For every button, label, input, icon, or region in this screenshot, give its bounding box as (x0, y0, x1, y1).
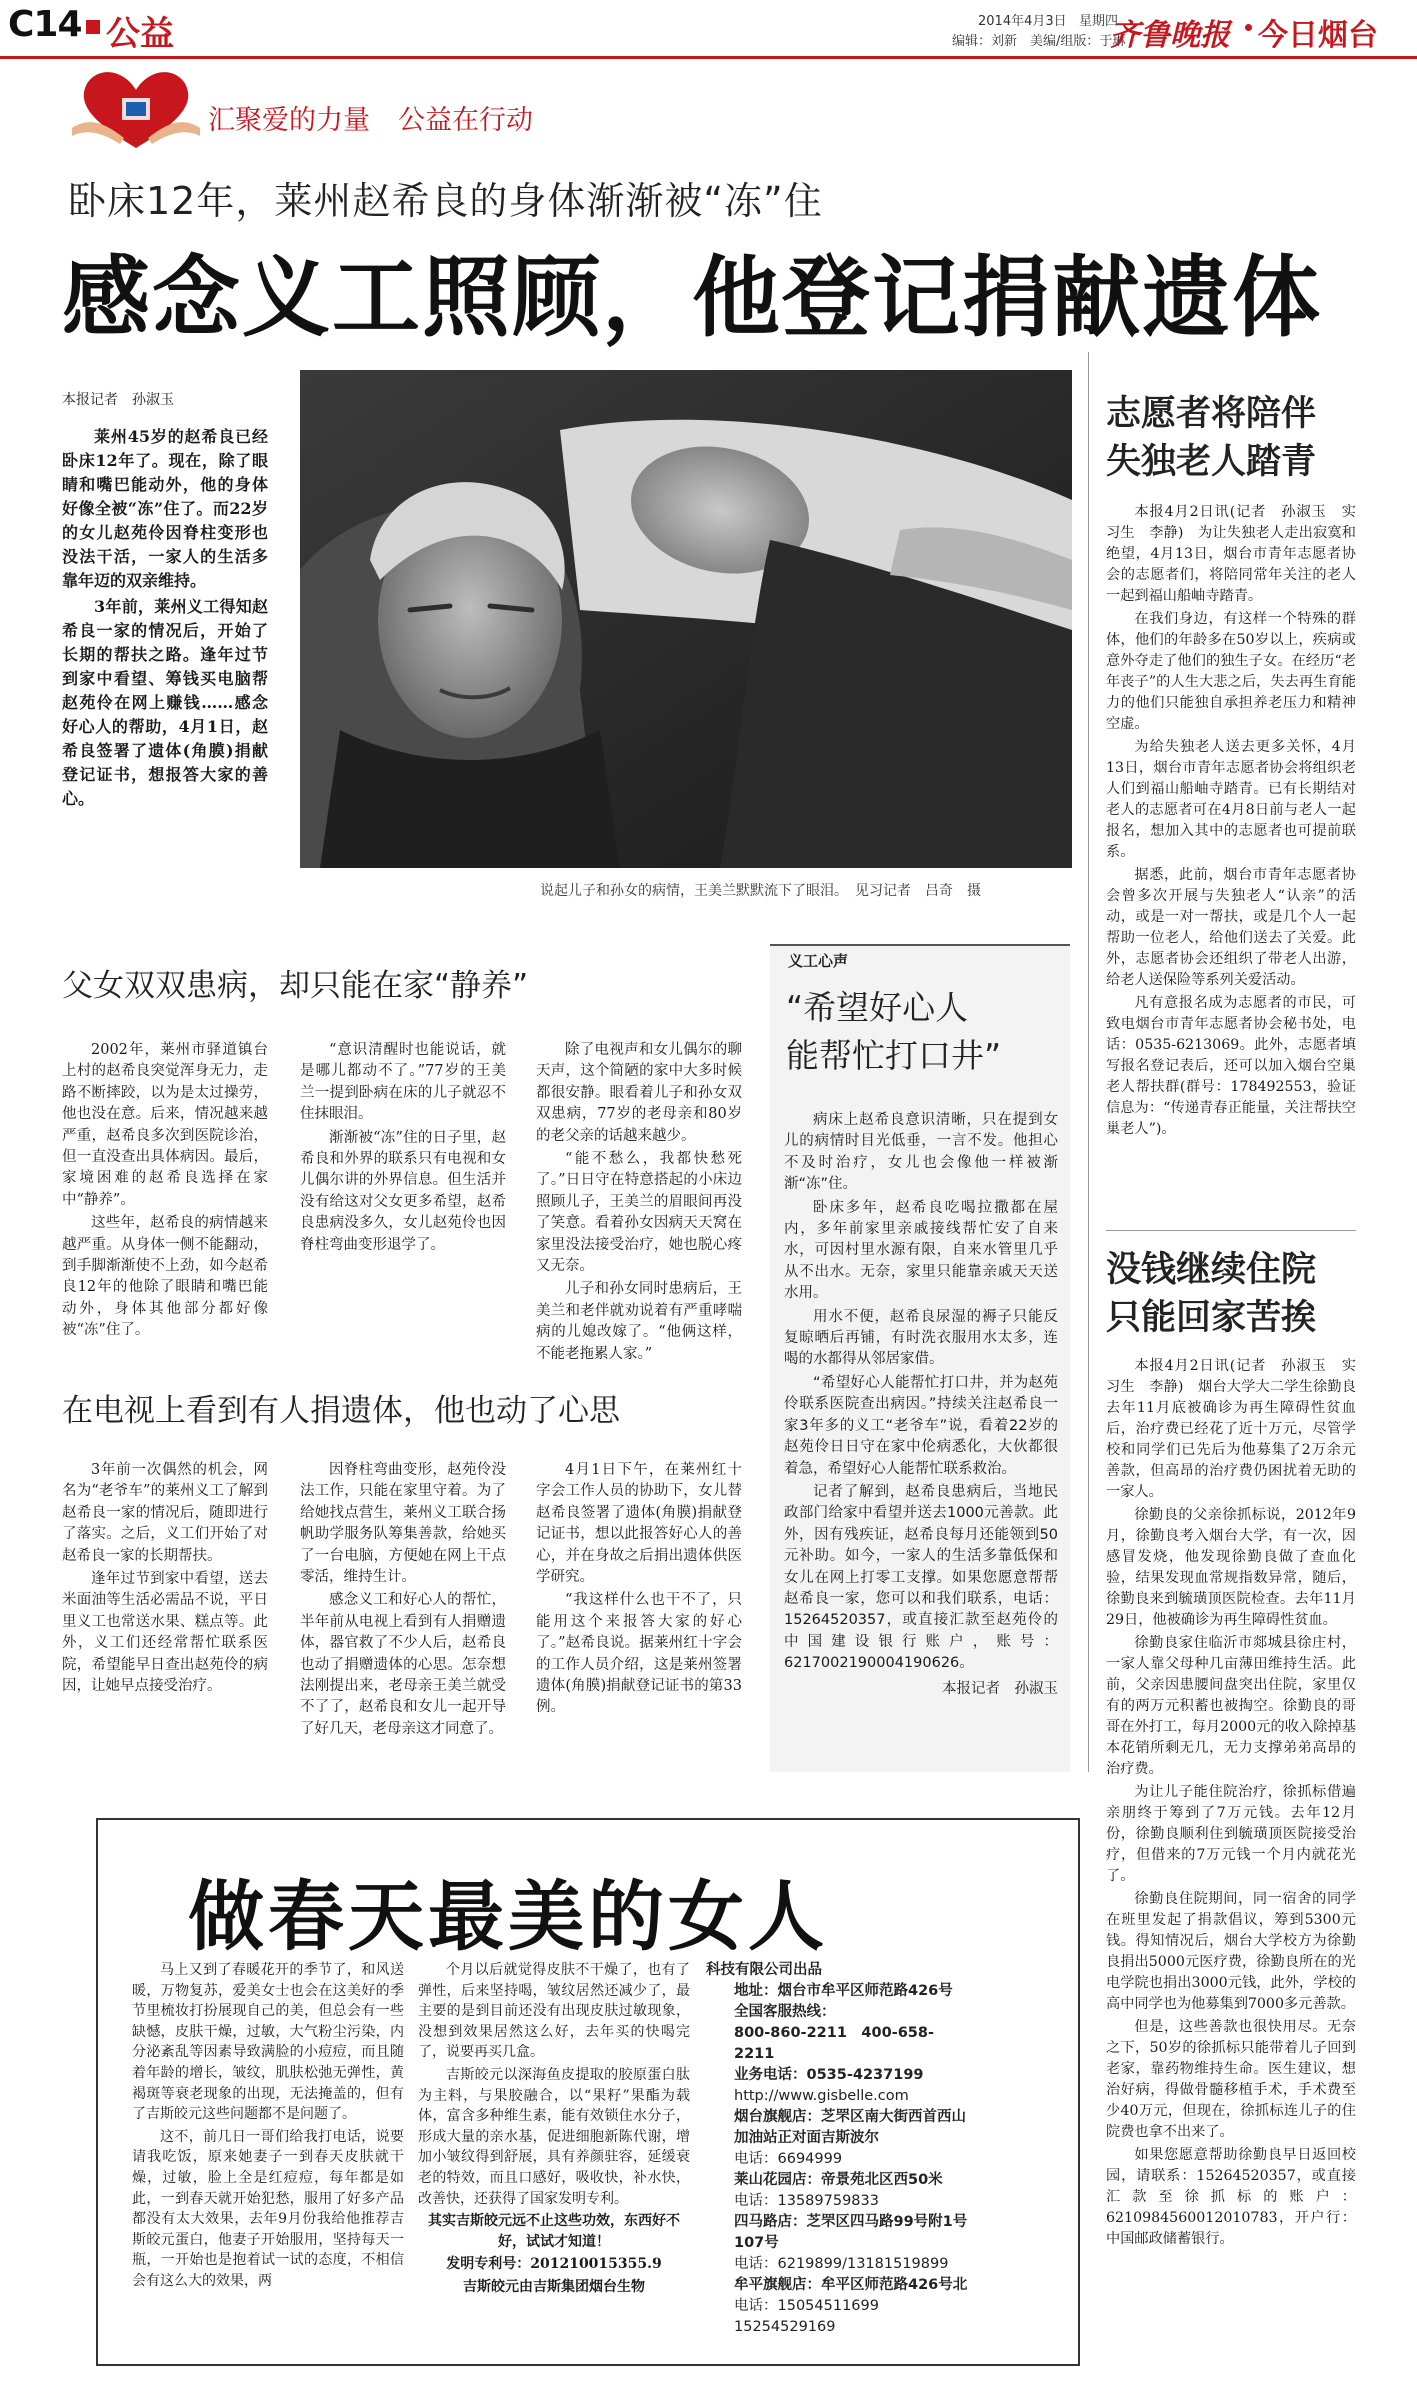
right-bottom-title-2: 只能回家苦挨 (1106, 1298, 1317, 1338)
sidebar-tag-rule (770, 944, 1070, 946)
section-marker (86, 20, 100, 34)
main-headline: 感念义工照顾，他登记捐献遗体 (62, 246, 1323, 349)
heart-hands-icon (66, 64, 206, 152)
sidebar-column (784, 1110, 1058, 1702)
right-top-paragraph: 据悉，此前，烟台市青年志愿者协会曾多次开展与失独老人“认亲”的活动，或是一对一帮扶，或是几个人一起帮助一位老人，给他们送去了关爱。此外，志愿者协会还组织了带老人出游，给老人送保险等系列关爱活动。 (1106, 867, 1356, 988)
sub2-column-c (536, 1460, 742, 1721)
photo-image (300, 370, 1072, 868)
edition-name: 今日烟台 (1258, 18, 1378, 53)
sub2-column-b (300, 1460, 506, 1742)
ad-hotline-label: 全国客服热线： (734, 2004, 836, 2020)
header-rule (0, 56, 1417, 59)
ad-website: http://www.gisbelle.com (734, 2088, 909, 2104)
sub1-column-c (536, 1040, 742, 1367)
ad-store-phone: 电话：15054511699 15254529169 (734, 2298, 894, 2335)
body-paragraph: 逢年过节到家中看望，送去米面油等生活必需品不说，平日里义工也常送水果、糕点等。此外，义工们还经常帮忙联系医院，希望能早日查出赵苑伶的病因，让她早点接受治疗。 (62, 1571, 268, 1695)
ad-maker: 科技有限公司出品 (706, 1962, 822, 1978)
ad-business-phone: 业务电话：0535-4237199 (734, 2067, 924, 2083)
lead-column (62, 390, 268, 813)
ad-paragraph: 其实吉斯皎元远不止这些功效，东西好不好，试试才知道！ (428, 2213, 680, 2250)
ad-column-3 (706, 1960, 968, 2338)
page-header (0, 0, 1417, 150)
page-number: C14 (8, 4, 82, 45)
section-name: 公益 (106, 14, 174, 54)
body-paragraph: 这些年，赵希良的病情越来越严重。从身体一侧不能翻动，到手脚渐渐使不上劲，如今赵希良12年的他除了眼睛和嘴巴能动外，身体其他部分都好像被“冻”住了。 (62, 1215, 268, 1339)
main-kicker: 卧床12年，莱州赵希良的身体渐渐被“冻”住 (68, 179, 823, 223)
paper-dot (1245, 24, 1252, 31)
subhead-2: 在电视上看到有人捐遗体，他也动了心思 (62, 1393, 620, 1429)
photo-caption: 说起儿子和孙女的病情，王美兰默默流下了眼泪。 见习记者 吕奇 摄 (540, 883, 981, 899)
weekday-text: 星期四 (1079, 14, 1119, 29)
ad-store-yantai: 烟台旗舰店：芝罘区南大街西首西山加油站正对面吉斯波尔 (734, 2109, 966, 2146)
right-bottom-column (1106, 1356, 1356, 2252)
ad-store-simalu: 四马路店：芝罘区四马路99号附1号107号 (734, 2214, 968, 2251)
sidebar-paragraph: 卧床多年，赵希良吃喝拉撒都在屋内，多年前家里亲戚接线帮忙安了自来水，可因村里水源有限，自来水管里几乎从不出水。无奈，家里只能靠亲戚天天送水用。 (784, 1199, 1058, 1302)
right-top-title-2: 失独老人踏青 (1106, 442, 1317, 482)
ad-paragraph: 马上又到了春暖花开的季节了，和风送暖，万物复苏，爱美女士也会在这美好的季节里梳妆打扮展现自己的美，但总会有一些缺憾，皮肤干燥，过敏，大气粉尘污染，内分泌紊乱等因素导致满脸的小痘痘，而且随着年龄的增长，皱纹，肌肤松弛无弹性，黄褐斑等衰老现象的出现，无法掩盖的，但有了吉斯皎元这些问题都不是问题了。 (132, 1962, 404, 2123)
sub2-column-a (62, 1460, 268, 1699)
sidebar-tag: 义工心声 (788, 952, 849, 970)
ad-address: 地址：烟台市牟平区师范路426号 (734, 1983, 953, 1999)
right-top-paragraph: 凡有意报名成为志愿者的市民，可致电烟台市青年志愿者协会秘书处，电话：0535-6213069。此外，志愿者填写报名登记表后，还可以加入烟台空巢老人帮扶群(群号：178492553，验证信息为：“传递青春正能量，关注帮扶空巢老人”)。 (1106, 995, 1356, 1137)
ad-paragraph: 个月以后就觉得皮肤不干燥了，也有了弹性，后来坚持喝，皱纹居然还减少了，最主要的是到目前还没有出现皮肤过敏现象，没想到效果居然这么好，去年买的快喝完了，说要再买几盒。 (418, 1962, 690, 2061)
right-story-rule (1106, 1230, 1356, 1231)
body-paragraph: 4月1日下午，在莱州红十字会工作人员的协助下，女儿替赵希良签署了遗体(角膜)捐献登记证书，想以此报答好心人的善心，并在身故之后捐出遗体供医学研究。 (536, 1462, 742, 1586)
body-paragraph: 儿子和孙女同时患病后，王美兰和老伴就劝说着有严重哮喘病的儿媳改嫁了。“他俩这样，不能老拖累人家。” (536, 1281, 742, 1362)
right-top-column (1106, 502, 1356, 1142)
ad-title: 做春天最美的女人 (188, 1872, 828, 1961)
ad-store-laishan: 莱山花园店：帝景苑北区西50米 (734, 2172, 943, 2188)
paper-name: 齐鲁晚报 (1110, 18, 1230, 53)
right-bottom-paragraph: 徐勤良家住临沂市郯城县徐庄村，一家人靠父母种几亩薄田维持生活。此前，父亲因患腰间盘突出住院，家里仅有的两万元积蓄也被掏空。徐勤良的哥哥在外打工，每月2000元的收入除掉基本花销所剩无几，无力支撑弟弟高昂的治疗费。 (1106, 1635, 1356, 1777)
right-bottom-title-1: 没钱继续住院 (1106, 1250, 1317, 1290)
editor-credits: 编辑：刘新 美编/组版：于琳 (952, 34, 1126, 49)
ad-column-2 (418, 1960, 690, 2300)
slogan-left: 汇聚爱的力量 (208, 105, 370, 136)
ad-paragraph: 这不，前几日一哥们给我打电话，说要请我吃饭，原来她妻子一到春天皮肤就干燥，过敏，脸上全是红痘痘，每年都是如此，一到春天就开始犯愁，服用了好多产品都没有太大效果，去年9月份我给他推荐吉斯皎元蛋白，他妻子开始服用，坚持每天一瓶，一开始也是抱着试一试的态度，不相信会有这么大的效果，两 (132, 2128, 404, 2289)
right-top-title-1: 志愿者将陪伴 (1106, 394, 1317, 434)
sidebar-title-line2: 能帮忙打口井” (786, 1036, 1002, 1075)
ad-hotline-numbers: 800-860-2211 400-658-2211 (734, 2025, 934, 2062)
sidebar-paragraph: 病床上赵希良意识清晰，只在提到女儿的病情时目光低垂，一言不发。他担心不及时治疗，女儿也会像他一样被渐渐“冻”住。 (784, 1112, 1058, 1193)
right-bottom-paragraph: 为让儿子能住院治疗，徐抓标借遍亲朋终于筹到了7万元钱。去年12月份，徐勤良顺利住到毓璜顶医院接受治疗，但借来的7万元钱一个月内就花光了。 (1106, 1784, 1356, 1884)
sidebar-title-line1: “希望好心人 (786, 988, 969, 1027)
body-paragraph: “意识清醒时也能说话，就是哪儿都动不了。”77岁的王美兰一提到卧病在床的儿子就忍不住抹眼泪。 (300, 1042, 506, 1123)
main-byline: 本报记者 孙淑玉 (62, 392, 174, 408)
ad-store-phone: 电话：13589759833 (734, 2193, 879, 2209)
body-paragraph: 2002年，莱州市驿道镇台上村的赵希良突觉浑身无力，走路不断摔跤，以为是太过操劳，他也没在意。后来，情况越来越严重，赵希良多次到医院诊治，但一直没查出具体病因。最后，家境困难的赵希良选择在家中“静养”。 (62, 1042, 268, 1208)
lead-paragraph: 3年前，莱州义工得知赵希良一家的情况后，开始了长期的帮扶之路。逢年过节到家中看望、筹钱买电脑帮赵苑伶在网上赚钱……感念好心人的帮助，4月1日，赵希良签署了遗体(角膜)捐献登记证书，想报答大家的善心。 (62, 597, 268, 809)
body-paragraph: “能不愁么，我都快愁死了。”日日守在特意搭起的小床边照顾儿子，王美兰的眉眼间再没了笑意。看着孙女因病天天窝在家里没法接受治疗，她也脱心疼又无奈。 (536, 1151, 742, 1275)
column-divider (1088, 352, 1089, 1772)
sidebar-byline: 本报记者 孙淑玉 (942, 1680, 1058, 1697)
sidebar-paragraph: 记者了解到，赵希良患病后，当地民政部门给家中看望并送去1000元善款。此外，因有残疾证，赵希良每月还能领到50元补助。如今，一家人的生活多靠低保和女儿在网上打零工支撑。如果您愿意帮帮赵希良一家，您可以和我们联系，电话：15264520357，或直接汇款至赵苑伶的中国建设银行账户，账号：6217002190004190626。 (784, 1483, 1058, 1672)
ad-store-phone: 电话：6694999 (734, 2151, 843, 2167)
right-bottom-paragraph: 徐勤良的父亲徐抓标说，2012年9月，徐勤良考入烟台大学，有一次，因感冒发烧，他发现徐勤良做了查血化验，结果发现血常规指数异常，随后，徐勤良来到毓璜顶医院检查。去年11月29日，他被确诊为再生障碍性贫血。 (1106, 1507, 1356, 1628)
body-paragraph: 渐渐被“冻”住的日子里，赵希良和外界的联系只有电视和女儿偶尔讲的外界信息。但生活并没有给这对父女更多希望，赵希良患病没多久，女儿赵苑伶也因脊柱弯曲变形退学了。 (300, 1129, 506, 1253)
ad-store-phone: 电话：6219899/13181519899 (734, 2256, 949, 2272)
feature-photo (300, 370, 1072, 868)
body-paragraph: 除了电视声和女儿偶尔的聊天声，这个简陋的家中大多时候都很安静。眼看着儿子和孙女双双患病，77岁的老母亲和80岁的老父亲的话越来越少。 (536, 1042, 742, 1144)
right-bottom-paragraph: 本报4月2日讯(记者 孙淑玉 实习生 李静) 烟台大学大二学生徐勤良去年11月底被确诊为再生障碍性贫血后，治疗费已经花了近十万元，尽管学校和同学们已先后为他募集了2万余元善款，但高昂的治疗费仍困扰着无助的一家人。 (1106, 1358, 1356, 1500)
right-bottom-paragraph: 徐勤良住院期间，同一宿舍的同学在班里发起了捐款倡议，筹到5300元钱。得知情况后，烟台大学校方为徐勤良捐出5000元医疗费，徐勤良所在的光电学院也捐出3000元钱，此外，学校的高中同学也为他募集到7000多元善款。 (1106, 1891, 1356, 2012)
ad-column-1 (132, 1960, 404, 2294)
sub1-column-a (62, 1040, 268, 1344)
body-paragraph: 因脊柱弯曲变形，赵苑伶没法工作，只能在家里守着。为了给她找点营生，莱州义工联合扬帆助学服务队筹集善款，给她买了一台电脑，方便她在网上干点零活，维持生计。 (300, 1462, 506, 1586)
body-paragraph: “我这样什么也干不了，只能用这个来报答大家的好心了。”赵希良说。据莱州红十字会的工作人员介绍，这是莱州签署遗体(角膜)捐献登记证书的第33例。 (536, 1592, 742, 1716)
right-top-paragraph: 为给失独老人送去更多关怀，4月13日，烟台市青年志愿者协会将组织老人们到福山船岫寺踏青。已有长期结对老人的志愿者可在4月8日前与老人一起报名，想加入其中的志愿者也可提前联系。 (1106, 739, 1356, 860)
lead-paragraph: 莱州45岁的赵希良已经卧床12年了。现在，除了眼睛和嘴巴能动外，他的身体好像全被“冻”住了。而22岁的女儿赵苑伶因脊柱变形也没法干活，一家人的生活多靠年迈的双亲维持。 (62, 427, 268, 591)
issue-date (978, 10, 1118, 29)
ad-patent: 发明专利号：201210015355.9 (446, 2256, 662, 2273)
sidebar-paragraph: 用水不便，赵希良尿湿的褥子只能反复晾晒后再铺，有时洗衣服用水太多，连喝的水都得从邻居家借。 (784, 1308, 1058, 1368)
right-top-paragraph: 在我们身边，有这样一个特殊的群体，他们的年龄多在50岁以上，疾病或意外夺走了他们的独生子女。在经历“老年丧子”的人生大悲之后，失去再生育能力的他们只能独自承担养老压力和精神空虚。 (1106, 611, 1356, 732)
sidebar-paragraph: “希望好心人能帮忙打口井，并为赵苑伶联系医院查出病因。”持续关注赵希良一家3年多的义工“老爷车”说，看着22岁的赵苑伶日日守在家中伦病悉化，大伙都很着急，希望好心人能帮忙联系救治。 (784, 1374, 1058, 1477)
ad-paragraph: 吉斯皎元由吉斯集团烟台生物 (463, 2278, 645, 2295)
slogan-right: 公益在行动 (398, 105, 533, 136)
body-paragraph: 3年前一次偶然的机会，网名为“老爷车”的莱州义工了解到赵希良一家的情况后，随即进行了落实。之后，义工们开始了对赵希良一家的长期帮扶。 (62, 1462, 268, 1564)
sub1-column-b (300, 1040, 506, 1258)
right-bottom-paragraph: 如果您愿意帮助徐勤良早日返回校园，请联系：15264520357，或直接汇款至徐抓标的账户：6210984560012010783，开户行：中国邮政储蓄银行。 (1106, 2147, 1356, 2247)
body-paragraph: 感念义工和好心人的帮忙，半年前从电视上看到有人捐赠遗体，器官救了不少人后，赵希良也动了捐赠遗体的心思。怎奈想法刚提出来，老母亲王美兰就受不了了，赵希良和女儿一起开导了好几天，老母亲这才同意了。 (300, 1592, 506, 1737)
ad-paragraph: 吉斯皎元以深海鱼皮提取的胶原蛋白肽为主料，与果胶融合，以“果籽”果酯为载体，富含多种维生素，能有效锁住水分子，形成大量的亲水基，促进细胞新陈代谢，增加小皱纹得到舒展，具有养颜驻容，延缓衰老的特效，而且口感好，吸收快，补水快，改善快，还获得了国家发明专利。 (418, 2066, 690, 2207)
date-text: 2014年4月3日 (978, 14, 1067, 29)
right-top-paragraph: 本报4月2日讯(记者 孙淑玉 实习生 李静) 为让失独老人走出寂寞和绝望，4月13日，烟台市青年志愿者协会的志愿者们，将陪同常年关注的老人一起到福山船岫寺踏青。 (1106, 504, 1356, 604)
right-bottom-paragraph: 但是，这些善款也很快用尽。无奈之下，50岁的徐抓标只能带着儿子回到老家，靠药物维持生命。医生建议，想治好病，得做骨髓移植手术，手术费至少40万元，但现在，徐抓标连儿子的住院费也拿不出来了。 (1106, 2019, 1356, 2140)
subhead-1: 父女双双患病，却只能在家“静养” (62, 968, 529, 1004)
ad-store-muping: 牟平旗舰店：牟平区师范路426号北 (734, 2277, 968, 2293)
